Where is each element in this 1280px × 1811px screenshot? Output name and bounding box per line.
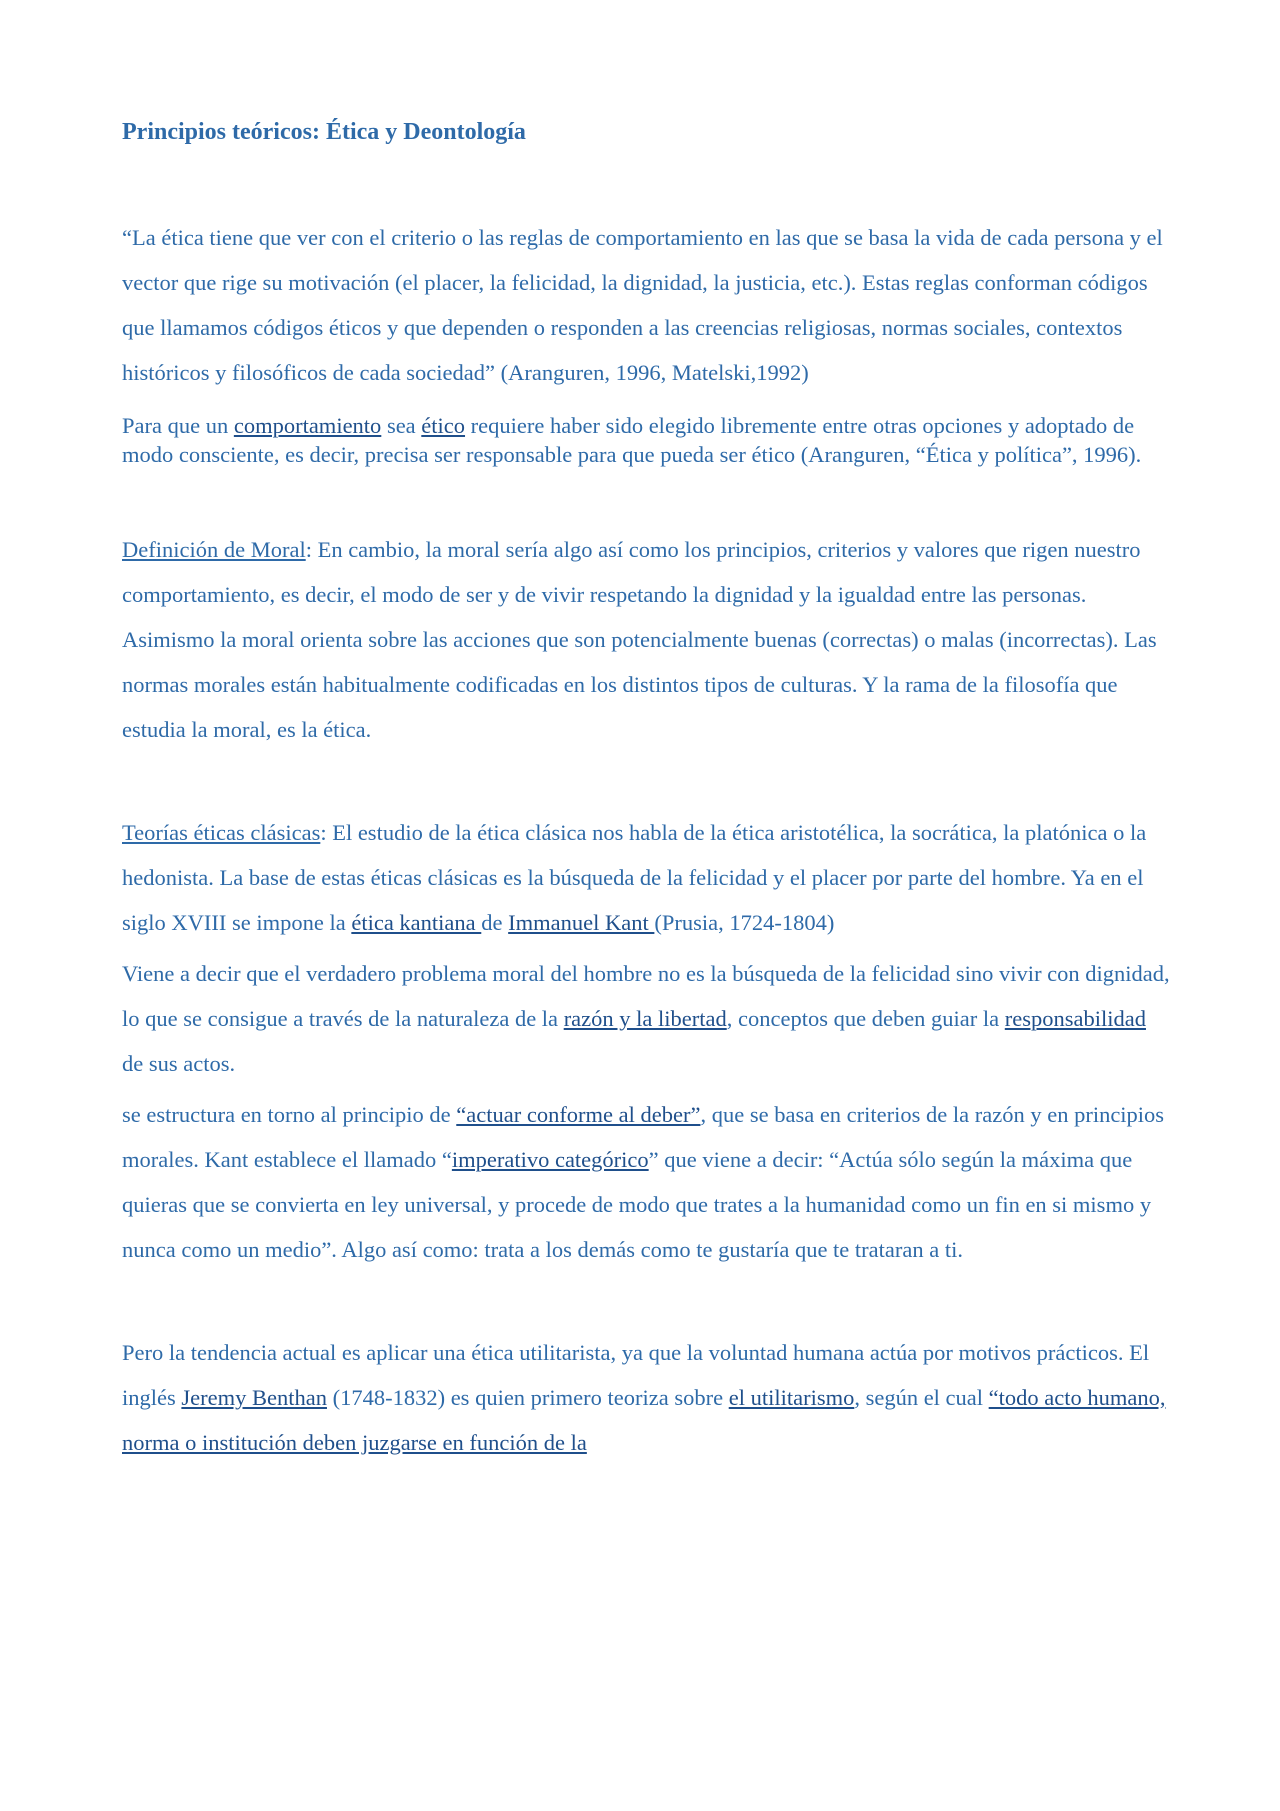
page-title: Principios teóricos: Ética y Deontología [122, 119, 526, 145]
paragraph-moral [122, 527, 1172, 752]
text-run: (1748-1832) es quien primero teoriza sobre [326, 1384, 729, 1410]
heading-teorias-eticas: Teorías éticas clásicas [122, 819, 321, 845]
link-comportamiento[interactable]: comportamiento [233, 412, 382, 438]
paragraph-viene [122, 951, 1172, 1086]
link-imperativo-categorico[interactable]: imperativo categórico [451, 1146, 649, 1172]
text-run: se estructura en torno al principio de [122, 1101, 457, 1127]
text-run: Pero la tendencia actual es aplicar una ética utilitarista, ya que la voluntad humana actúa por motivos prácticos. El inglés [122, 1339, 1150, 1410]
text-run: requiere haber sido elegido libremente entre otras opciones y adoptado de modo consciente, es decir, precisa ser responsable para que pueda ser ético (Aranguren, “Ética y política”, 1996). [122, 412, 1142, 467]
link-actuar-conforme[interactable]: “actuar conforme al deber” [456, 1101, 701, 1127]
link-responsabilidad[interactable]: responsabilidad [1004, 1005, 1146, 1031]
paragraph-kant [122, 1092, 1172, 1272]
link-etica-kantiana[interactable]: ética kantiana [351, 909, 482, 935]
link-jeremy-benthan[interactable]: Jeremy Benthan [181, 1384, 327, 1410]
quote-paragraph [122, 215, 1172, 395]
text-run: , que se basa en criterios de la razón y en principios morales. Kant establece el llamado “ [122, 1101, 1165, 1172]
text-run: sea [381, 412, 422, 438]
text-run: de sus actos. [122, 1050, 236, 1076]
text-run: de [481, 909, 509, 935]
link-razon-libertad[interactable]: razón y la libertad [563, 1005, 727, 1031]
text-run: : El estudio de la ética clásica nos habla de la ética aristotélica, la socrática, la platónica o la hedonista. La base de estas éticas clásicas es la búsqueda de la felicidad y el placer por parte del hombre. Ya en el siglo XVIII se impone la [122, 819, 1147, 935]
paragraph-teorias [122, 810, 1172, 945]
quote-text: “La ética tiene que ver con el criterio o las reglas de comportamiento en las que se basa la vida de cada persona y el vector que rige su motivación (el placer, la felicidad, la dignidad, la justicia, etc.). Estas reglas conforman códigos que llamamos códigos éticos y que dependen o responden a las creencias religiosas, normas sociales, contextos históricos y filosóficos de cada sociedad” (Aranguren, 1996, Matelski,1992) [122, 224, 1163, 385]
link-etico[interactable]: ético [421, 412, 466, 438]
heading-definicion-moral: Definición de Moral [122, 536, 306, 562]
paragraph-utilitarismo [122, 1330, 1172, 1465]
text-run: : En cambio, la moral sería algo así como los principios, criterios y valores que rigen nuestro comportamiento, es decir, el modo de ser y de vivir respetando la dignidad y la igualdad entre las personas. Asimismo la moral orienta sobre las acciones que son potencialmente buenas (correctas) o malas (incorrectas). Las normas morales están habitualmente codificadas en los distintos tipos de culturas. Y la rama de la filosofía que estudia la moral, es la ética. [122, 536, 1157, 742]
link-utilitarismo[interactable]: el utilitarismo [728, 1384, 855, 1410]
text-run: (Prusia, 1724-1804) [654, 909, 835, 935]
text-run: ” que viene a decir: “Actúa sólo según la máxima que quieras que se convierta en ley universal, y procede de modo que trates a la humanidad como un fin en si mismo y nunca como un medio”. Algo así como: trata a los demás como te gustaría que te trataran a ti. [122, 1146, 1152, 1262]
text-run: Viene a decir que el verdadero problema moral del hombre no es la búsqueda de la felicidad sino vivir con dignidad, lo que se consigue a través de la naturaleza de la [122, 960, 1170, 1031]
link-immanuel-kant[interactable]: Immanuel Kant [508, 909, 655, 935]
text-run: , conceptos que deben guiar la [726, 1005, 1005, 1031]
text-run: Para que un [122, 412, 234, 438]
document-body [122, 118, 1172, 1465]
link-todo-acto-humano[interactable]: “todo acto humano, norma o institución deben juzgarse en función de la [122, 1384, 1166, 1455]
text-run: , según el cual [854, 1384, 989, 1410]
paragraph-comportamiento [122, 411, 1172, 469]
